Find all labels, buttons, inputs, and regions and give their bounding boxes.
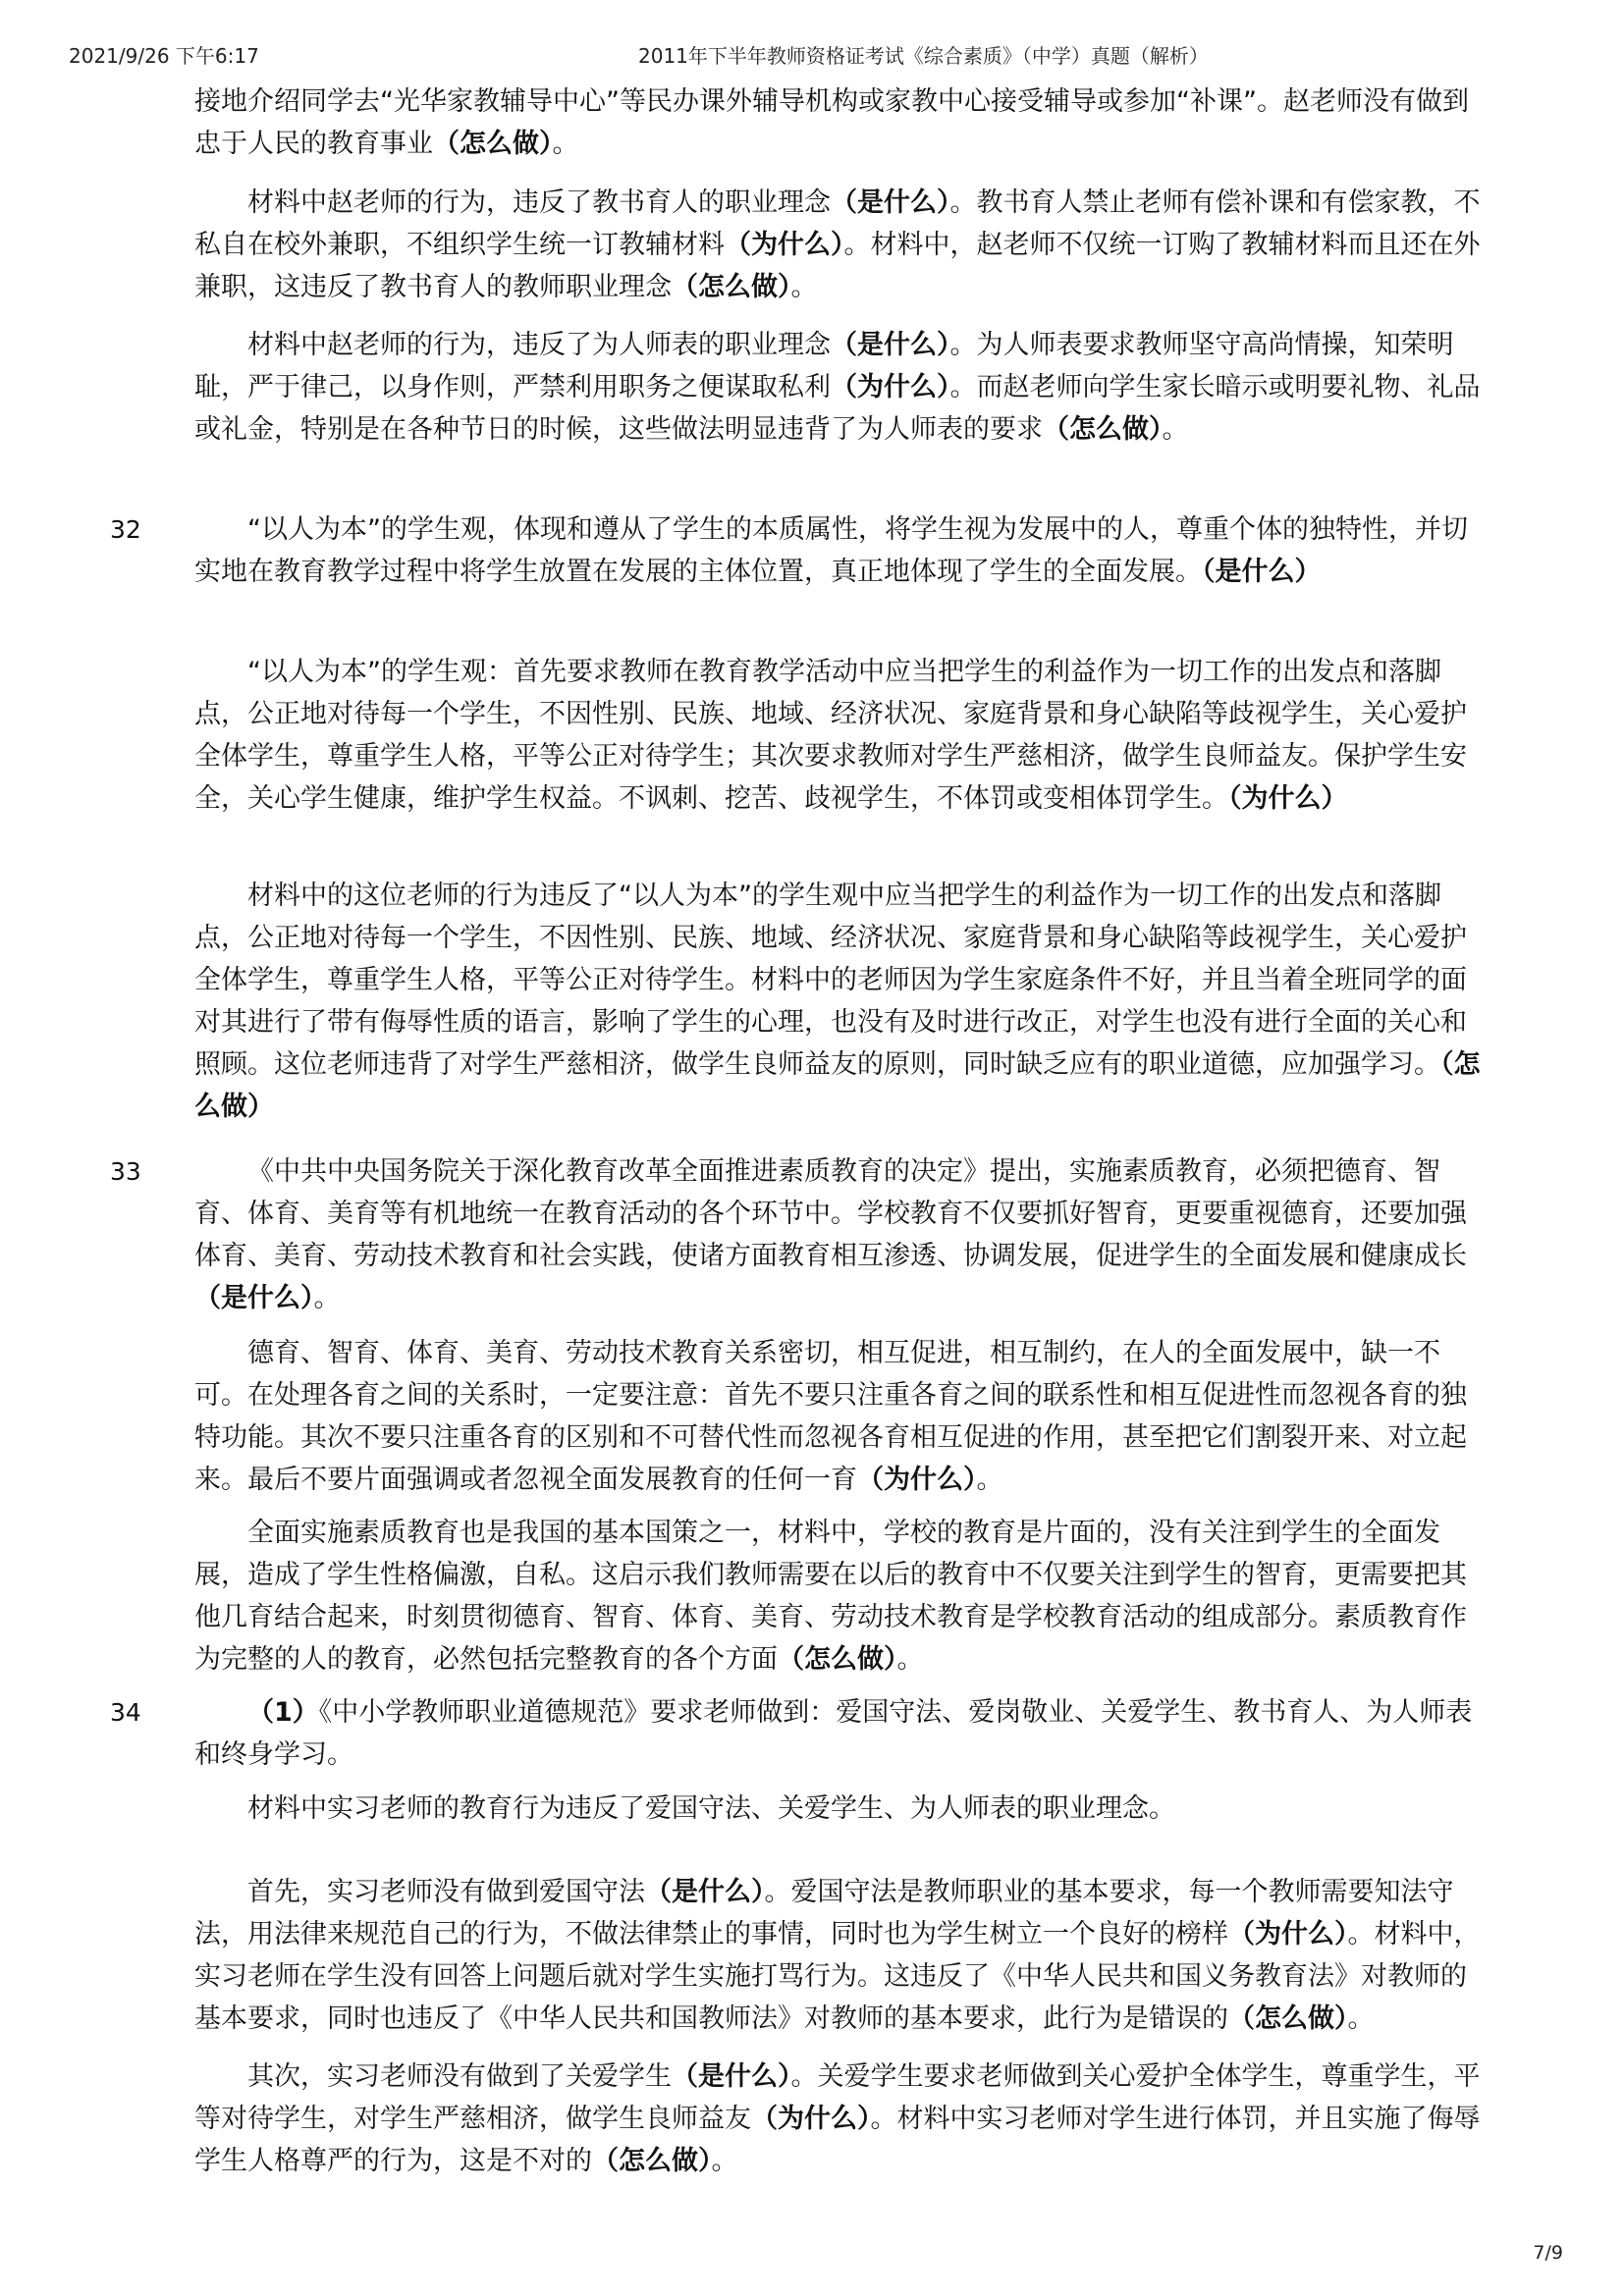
- question-number: 32: [110, 515, 141, 544]
- text-run: 材料中实习老师的教育行为违反了爱国守法、关爱学生、为人师表的职业理念。: [247, 1793, 1175, 1824]
- text-run: 。: [552, 129, 579, 159]
- text-run: 。材料中实习老师对学生进行体罚，并且实施了侮辱学生人格尊严的行为，这是不对的: [194, 2104, 1481, 2176]
- answer-paragraph: [194, 508, 1485, 593]
- answer-paragraph: [194, 1150, 1485, 1319]
- paragraph: [194, 2056, 1485, 2182]
- bold-marker: （为什么）: [857, 1465, 977, 1495]
- text-run: 德育、智育、体育、美育、劳动技术教育关系密切，相互促进，相互制约，在人的全面发展中，缺一不可。在处理各育之间的关系时，一定要注意：首先不要只注重各育之间的联系性和相互促进性而忽视各育的独特功能。其次不要只注重各育的区别和不可替代性而忽视各育相互促进的作用，甚至把它们割裂开来、对立起来。最后不要片面强调或者忽视全面发展教育的任何一育: [194, 1338, 1467, 1495]
- text-run: 首先，实习老师没有做到爱国守法: [247, 1877, 645, 1907]
- bold-marker: （怎么做）: [1228, 2003, 1348, 2034]
- text-run: 。: [1347, 2003, 1375, 2034]
- bold-marker: （怎么做）: [672, 272, 791, 302]
- bold-marker: （是什么）: [672, 2061, 791, 2092]
- text-run: 。教书育人禁止老师有偿补课和有偿家教，不私自在校外兼职，不组织学生统一订教辅材料: [194, 187, 1481, 260]
- text-run: 。: [976, 1465, 1003, 1495]
- text-run: 《中共中央国务院关于深化教育改革全面推进素质教育的决定》提出，实施素质教育，必须把德育、智育、体育、美育等有机地统一在教育活动的各个环节中。学校教育不仅要抓好智育，更要重视德育，还要加强体育、美育、劳动技术教育和社会实践，使诸方面教育相互渗透、协调发展，促进学生的全面发展和健康成长: [194, 1156, 1467, 1271]
- text-run: 接地介绍同学去“光华家教辅导中心”等民办课外辅导机构或家教中心接受辅导或参加“补课”。赵老师没有做到忠于人民的教育事业: [194, 86, 1469, 159]
- text-run: 。关爱学生要求老师做到关心爱护全体学生，尊重学生，平等对待学生，对学生严慈相济，做学生良师益友: [194, 2061, 1481, 2134]
- paragraph: [194, 1332, 1485, 1501]
- text-run: 材料中赵老师的行为，违反了为人师表的职业理念: [247, 330, 831, 360]
- bold-marker: （怎么做）: [433, 129, 553, 159]
- text-run: 。爱国守法是教师职业的基本要求，每一个教师需要知法守法，用法律来规范自己的行为，不做法律禁止的事情，同时也为学生树立一个良好的榜样: [194, 1877, 1454, 1949]
- bold-marker: （为什么）: [751, 2104, 871, 2134]
- text-run: “以人为本”的学生观，体现和遵从了学生的本质属性，将学生视为发展中的人，尊重个体的独特性，并切实地在教育教学过程中将学生放置在发展的主体位置，真正地体现了学生的全面发展。: [194, 514, 1468, 587]
- text-run: 。而赵老师向学生家长暗示或明要礼物、礼品或礼金，特别是在各种节日的时候，这些做法明显违背了为人师表的要求: [194, 372, 1481, 445]
- text-run: 。: [711, 2146, 738, 2176]
- text-run: 。: [1162, 414, 1189, 445]
- header-title: 2011年下半年教师资格证考试《综合素质》（中学）真题（解析）: [638, 44, 1209, 68]
- bold-marker: （为什么）: [1228, 1919, 1348, 1949]
- paragraph: [194, 651, 1485, 820]
- question-number: 33: [110, 1157, 141, 1186]
- paragraph: [194, 875, 1485, 1128]
- answer-paragraph: [194, 1691, 1485, 1776]
- paragraph: [194, 324, 1485, 451]
- bold-marker: （为什么）: [1228, 783, 1348, 814]
- bold-marker: （1）: [247, 1697, 319, 1728]
- text-run: 。: [896, 1644, 924, 1675]
- paragraph: [194, 182, 1485, 308]
- bold-marker: （怎么做）: [194, 1049, 1481, 1122]
- page-number: 7/9: [1533, 2242, 1563, 2264]
- text-run: 。材料中，实习老师在学生没有回答上问题后就对学生实施打骂行为。这违反了《中华人民共和国义务教育法》对教师的基本要求，同时也违反了《中华人民共和国教师法》对教师的基本要求，此行为是错误的: [194, 1919, 1481, 2034]
- text-run: “以人为本”的学生观：首先要求教师在教育教学活动中应当把学生的利益作为一切工作的出发点和落脚点，公正地对待每一个学生，不因性别、民族、地域、经济状况、家庭背景和身心缺陷等歧视学生，关心爱护全体学生，尊重学生人格，平等公正对待学生；其次要求教师对学生严慈相济，做学生良师益友。保护学生安全，关心学生健康，维护学生权益。不讽刺、挖苦、歧视学生，不体罚或变相体罚学生。: [194, 657, 1467, 814]
- bold-marker: （是什么）: [1202, 557, 1322, 587]
- paragraph: [194, 1871, 1485, 2040]
- bold-marker: （怎么做）: [1043, 414, 1163, 445]
- bold-marker: （为什么）: [831, 372, 950, 402]
- text-run: 。材料中，赵老师不仅统一订购了教辅材料而且还在外兼职，这违反了教书育人的教师职业理念: [194, 230, 1481, 302]
- text-run: 其次，实习老师没有做到了关爱学生: [247, 2061, 672, 2092]
- paragraph: [194, 80, 1485, 165]
- question-number: 34: [110, 1698, 141, 1727]
- bold-marker: （怎么做）: [592, 2146, 712, 2176]
- text-run: 材料中的这位老师的行为违反了“以人为本”的学生观中应当把学生的利益作为一切工作的出发点和落脚点，公正地对待每一个学生，不因性别、民族、地域、经济状况、家庭背景和身心缺陷等歧视学生，关心爱护全体学生，尊重学生人格，平等公正对待学生。材料中的老师因为学生家庭条件不好，并且当着全班同学的面对其进行了带有侮辱性质的语言，影响了学生的心理，也没有及时进行改正，对学生也没有进行全面的关心和照顾。这位老师违背了对学生严慈相济，做学生良师益友的原则，同时缺乏应有的职业道德，应加强学习。: [194, 881, 1467, 1080]
- text-run: 全面实施素质教育也是我国的基本国策之一，材料中，学校的教育是片面的，没有关注到学生的全面发展，造成了学生性格偏激，自私。这启示我们教师需要在以后的教育中不仅要关注到学生的智育，更需要把其他几育结合起来，时刻贯彻德育、智育、体育、美育、劳动技术教育是学校教育活动的组成部分。素质教育作为完整的人的教育，必然包括完整教育的各个方面: [194, 1518, 1467, 1675]
- bold-marker: （是什么）: [831, 187, 950, 218]
- bold-marker: （是什么）: [194, 1283, 314, 1313]
- bold-marker: （是什么）: [645, 1877, 765, 1907]
- text-run: 。为人师表要求教师坚守高尚情操，知荣明耻，严于律己，以身作则，严禁利用职务之便谋取私利: [194, 330, 1454, 402]
- paragraph: [194, 1788, 1485, 1830]
- text-run: 《中小学教师职业道德规范》要求老师做到：爱国守法、爱岗敬业、关爱学生、教书育人、为人师表和终身学习。: [194, 1697, 1473, 1770]
- text-run: 。: [790, 272, 818, 302]
- paragraph: [194, 1512, 1485, 1681]
- bold-marker: （怎么做）: [778, 1644, 897, 1675]
- bold-marker: （为什么）: [725, 230, 844, 260]
- text-run: 材料中赵老师的行为，违反了教书育人的职业理念: [247, 187, 831, 218]
- bold-marker: （是什么）: [831, 330, 950, 360]
- text-run: 。: [313, 1283, 341, 1313]
- header-datetime: 2021/9/26 下午6:17: [69, 44, 259, 68]
